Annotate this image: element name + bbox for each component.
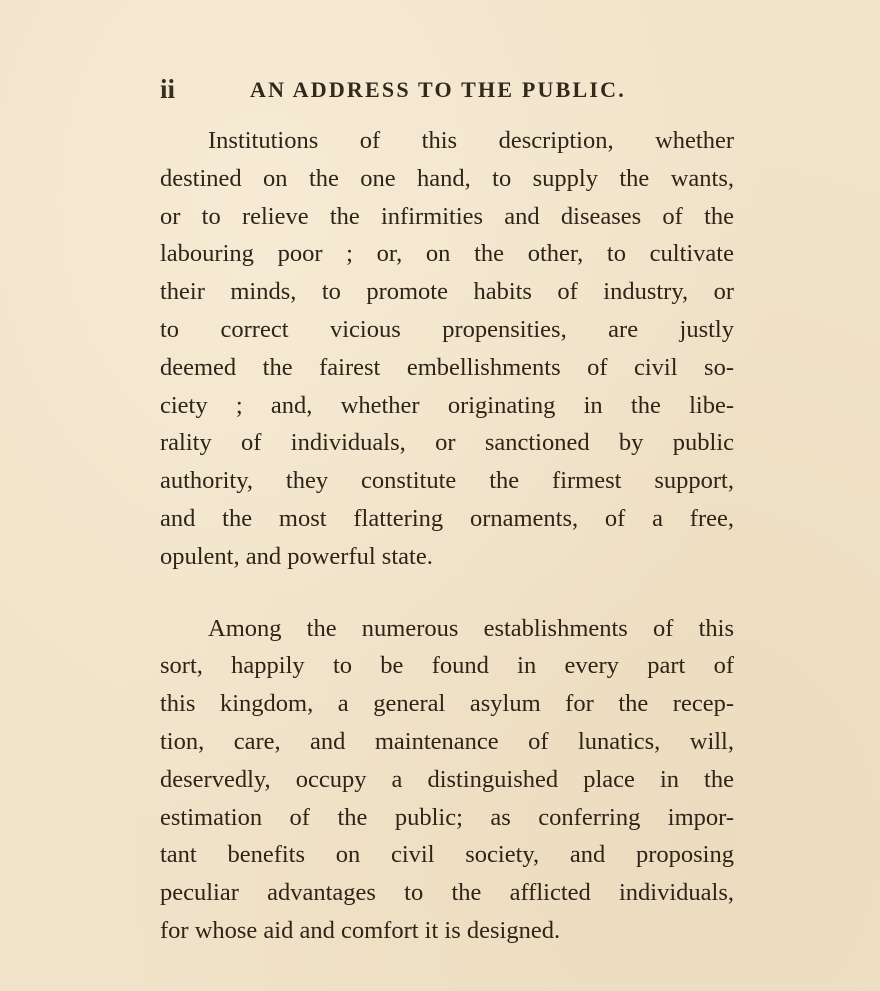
text-line: for whose aid and comfort it is designed. bbox=[160, 916, 561, 944]
running-head-title: AN ADDRESS TO THE PUBLIC. bbox=[250, 77, 626, 102]
text-line: tion, care, and maintenance of lunatics, will, bbox=[160, 727, 734, 755]
text-line: peculiar advantages to the afflicted individuals, bbox=[160, 879, 734, 907]
text-line: to correct vicious propensities, are justly bbox=[160, 315, 734, 343]
text-line: opulent, and powerful state. bbox=[160, 542, 433, 570]
text-line: rality of individuals, or sanctioned by public bbox=[160, 429, 734, 457]
text-line: deemed the fairest embellishments of civil so- bbox=[160, 353, 734, 381]
running-head bbox=[0, 74, 880, 110]
text-line: sort, happily to be found in every part of bbox=[160, 652, 734, 680]
text-line: Institutions of this description, whether bbox=[208, 127, 734, 154]
text-line: tant benefits on civil society, and proposing bbox=[160, 841, 734, 869]
text-line: destined on the one hand, to supply the wants, bbox=[160, 164, 734, 192]
body-text bbox=[160, 122, 734, 950]
paragraph-1 bbox=[160, 122, 734, 576]
text-line: deservedly, occupy a distinguished place in the bbox=[160, 765, 734, 793]
paragraph-2 bbox=[160, 610, 734, 950]
text-line: this kingdom, a general asylum for the recep- bbox=[160, 690, 734, 718]
text-line: their minds, to promote habits of industry, or bbox=[160, 278, 734, 306]
text-line: labouring poor ; or, on the other, to cultivate bbox=[160, 240, 734, 268]
text-line: and the most flattering ornaments, of a free, bbox=[160, 504, 734, 532]
text-line: or to relieve the infirmities and diseases of the bbox=[160, 202, 734, 230]
paragraph-gap bbox=[160, 576, 734, 610]
page-number: ii bbox=[160, 74, 176, 104]
text-line: authority, they constitute the firmest support, bbox=[160, 467, 734, 495]
text-line: Among the numerous establishments of this bbox=[208, 614, 734, 642]
text-line: estimation of the public; as conferring impor- bbox=[160, 803, 734, 831]
text-line: ciety ; and, whether originating in the libe- bbox=[160, 391, 734, 419]
